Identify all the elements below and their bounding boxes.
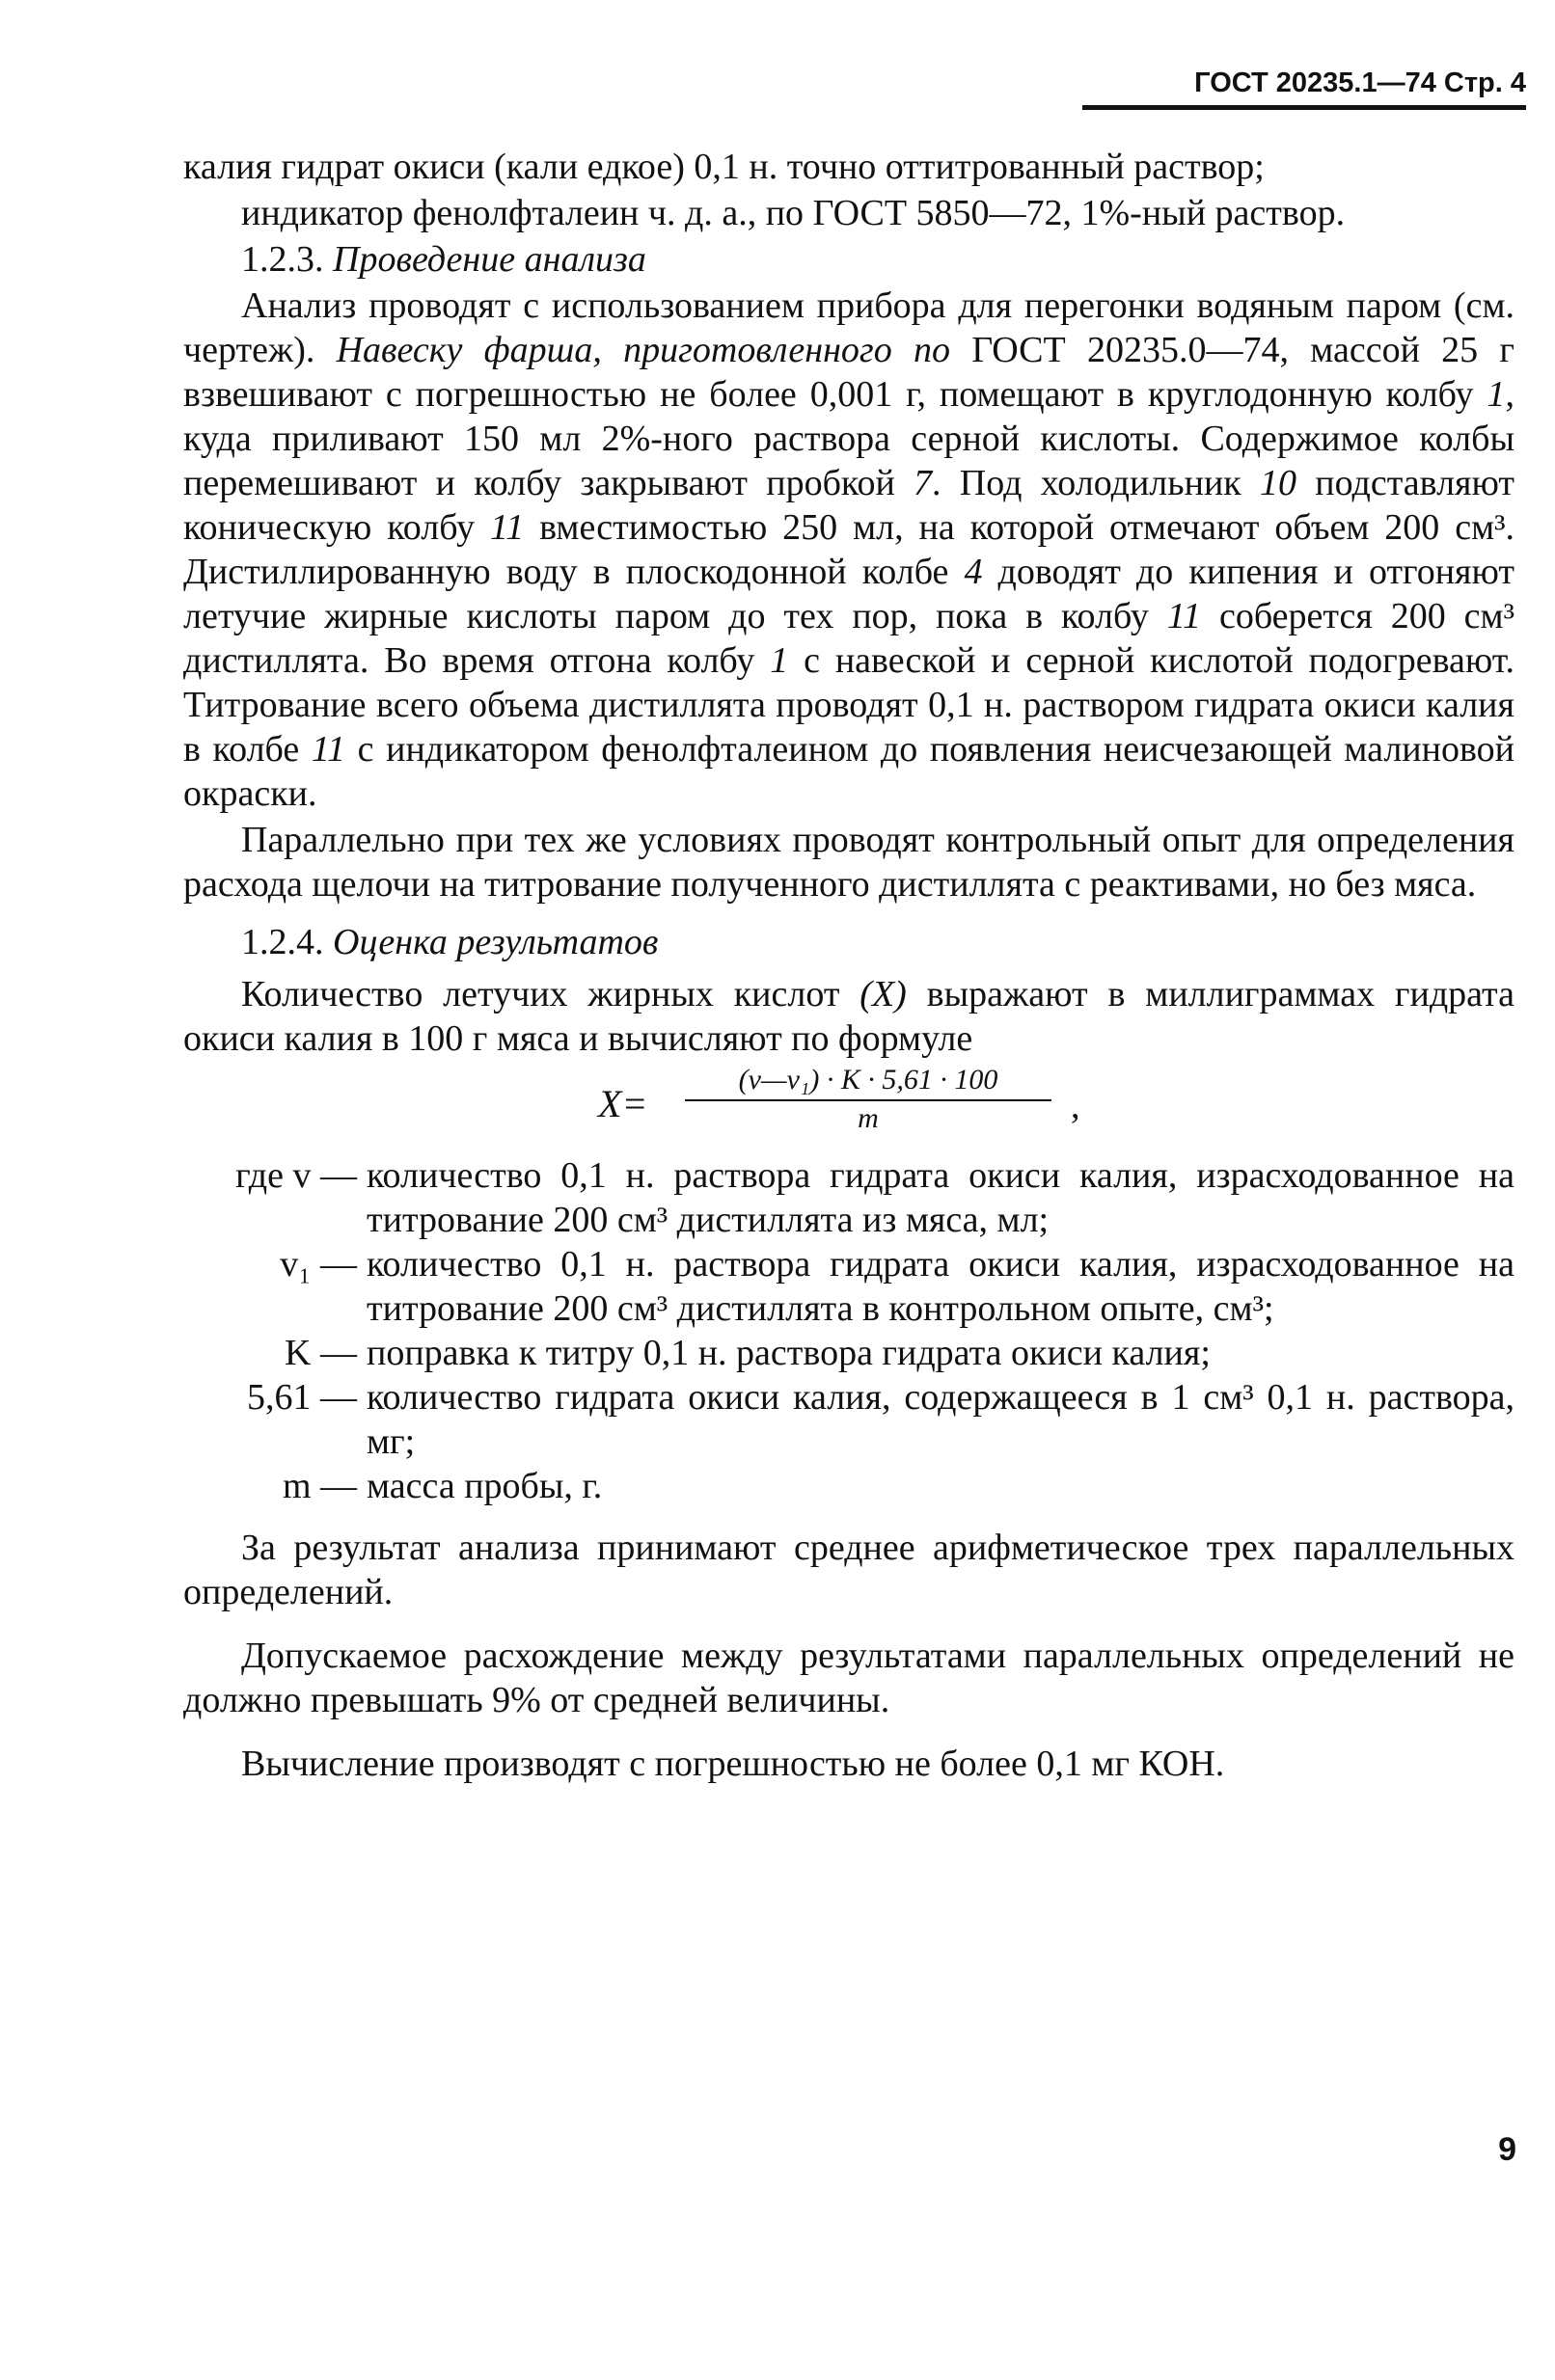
flask-ref: 11 xyxy=(1166,596,1202,636)
text-run: с навеской и серной кислотой подогревают. Титрование всего объема дистиллята проводят 0,1 н. раствором гидрата окиси калия в колбе xyxy=(183,640,1515,770)
paragraph-procedure xyxy=(183,284,1514,816)
spacer xyxy=(183,1508,1514,1526)
definition-text: масса пробы, г. xyxy=(367,1466,603,1506)
paragraph-tolerance: Допускаемое расхождение между результатами параллельных определений не должно превышать 9% от средней величины. xyxy=(183,1636,1514,1720)
formula-denominator: m xyxy=(858,1102,879,1134)
text-run: выражают в миллиграммах гидрата окиси калия в 100 г мяса и вычисляют по формуле xyxy=(183,974,1514,1059)
section-heading-1-2-3 xyxy=(183,237,1514,282)
definition-text: поправка к титру 0,1 н. раствора гидрата окиси калия; xyxy=(367,1333,1211,1373)
definition-row xyxy=(183,1375,1514,1464)
variable-definitions xyxy=(183,1153,1514,1508)
text-run: доводят до кипения и отгоняют летучие жирные кислоты паром до тех пор, пока в колбу xyxy=(183,552,1514,636)
definition-text: количество гидрата окиси калия, содержащееся в 1 см³ 0,1 н. раствора, мг; xyxy=(367,1377,1514,1462)
definition-text: количество 0,1 н. раствора гидрата окиси калия, израсходованное на титрование 200 см³ дистиллята в контрольном опыте, см³; xyxy=(367,1244,1514,1329)
text-run: вместимостью 250 мл, на которой отмечают объем 200 см³. Дистиллированную воду в плоскодонной колбе xyxy=(183,507,1515,592)
formula-fraction xyxy=(685,1063,1051,1136)
definition-row xyxy=(183,1242,1514,1331)
definition-symbol: v₁ — xyxy=(280,1244,357,1285)
definition-symbol: K — xyxy=(285,1333,357,1373)
definition-text: количество 0,1 н. раствора гидрата окиси калия, израсходованное на титрование 200 см³ дистиллята из мяса, мл; xyxy=(367,1155,1514,1240)
stopper-ref: 7 xyxy=(914,463,933,503)
text-run: с индикатором фенолфталеином до появления неисчезающей малиновой окраски. xyxy=(183,729,1514,814)
definition-symbol: 5,61 — xyxy=(247,1377,357,1418)
text-run: . Под холодильник xyxy=(932,463,1260,503)
text-run: Навеску фарша, приготовленного по xyxy=(336,330,950,370)
text-run: ГОСТ 20235.0—74, массой 25 г взвешивают с погрешностью не более 0,001 г, помещают в круглодонную колбу xyxy=(183,330,1515,415)
formula-lhs: X= xyxy=(598,1082,648,1125)
running-head: ГОСТ 20235.1—74 Стр. 4 xyxy=(1082,68,1526,110)
definition-symbol: m — xyxy=(282,1466,357,1506)
spacer xyxy=(183,1724,1514,1742)
paragraph-result: За результат анализа принимают среднее арифметическое трех параллельных определений. xyxy=(183,1528,1514,1612)
section-number: 1.2.3. xyxy=(241,239,324,280)
variable-x: (X) xyxy=(859,974,907,1014)
formula-comma: , xyxy=(1071,1086,1080,1126)
definition-row xyxy=(183,1331,1514,1375)
definition-row xyxy=(183,1464,1514,1508)
section-title: Оценка результатов xyxy=(333,922,659,962)
formula xyxy=(183,1063,1514,1144)
flask-ref: 4 xyxy=(964,552,983,592)
paragraph-control-experiment: Параллельно при тех же условиях проводят контрольный опыт для определения расхода щелочи на титрование полученного дистиллята с реактивами, но без мяса. xyxy=(183,820,1514,905)
paragraph-calculation xyxy=(183,972,1514,1061)
flask-ref: 1 xyxy=(1487,374,1506,415)
flask-ref: 1 xyxy=(770,640,789,681)
text-run: подставляют коническую колбу xyxy=(183,463,1515,548)
section-title: Проведение анализа xyxy=(333,239,646,280)
text-run: Количество летучих жирных кислот xyxy=(241,974,860,1014)
condenser-ref: 10 xyxy=(1260,463,1296,503)
flask-ref: 11 xyxy=(311,729,346,770)
text-run: соберется 200 см³ дистиллята. Во время отгона колбу xyxy=(183,596,1514,681)
flask-ref: 11 xyxy=(490,507,525,548)
spacer xyxy=(183,1616,1514,1634)
section-heading-1-2-4 xyxy=(183,920,1514,964)
definition-row xyxy=(183,1153,1514,1242)
formula-numerator: (v—v₁) · K · 5,61 · 100 xyxy=(685,1063,1051,1101)
page-number: 9 xyxy=(1498,2131,1516,2168)
page-body xyxy=(183,145,1514,1788)
paragraph-reagent-indicator: индикатор фенолфталеин ч. д. а., по ГОСТ 5850—72, 1%-ный раствор. xyxy=(241,193,1346,233)
section-number: 1.2.4. xyxy=(241,922,324,962)
text-run: , куда приливают 150 мл 2%-ного раствора серной кислоты. Содержимое колбы перемешивают и колбу закрывают пробкой xyxy=(183,374,1514,503)
definition-symbol: где v — xyxy=(235,1155,357,1196)
paragraph-reagent-koh: калия гидрат окиси (кали едкое) 0,1 н. точно оттитрованный раствор; xyxy=(183,147,1265,187)
text-run: Анализ проводят с использованием прибора для перегонки водяным паром (см. чертеж). xyxy=(183,285,1514,370)
paragraph-precision: Вычисление производят с погрешностью не более 0,1 мг КОН. xyxy=(241,1744,1225,1784)
